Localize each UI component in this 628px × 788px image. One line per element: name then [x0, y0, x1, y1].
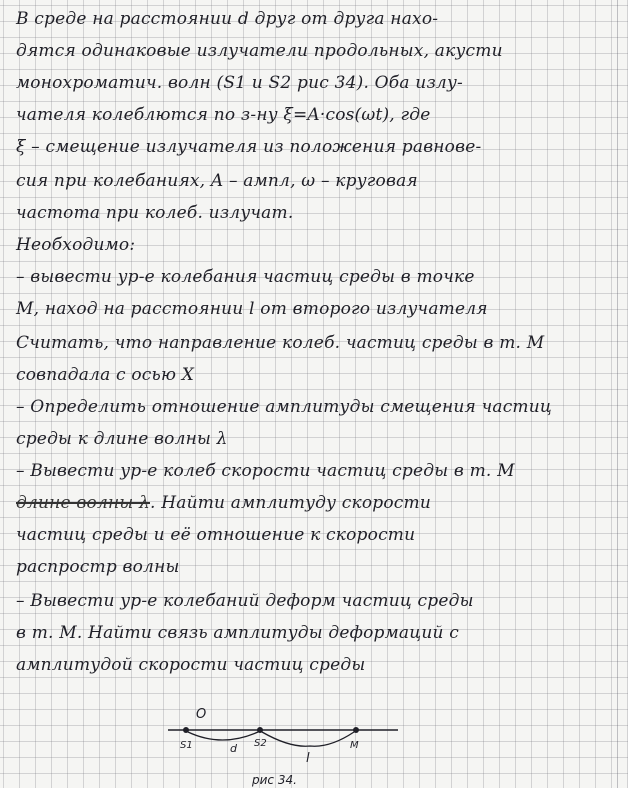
l-brace [262, 732, 354, 746]
text-line-10: М, наход на расстоянии l от второго излучателя [16, 299, 488, 319]
s2-label: S2 [254, 738, 267, 749]
text-line-19: – Вывести ур-е колебаний деформ частиц среды [16, 591, 474, 611]
text-line-2: дятся одинаковые излучатели продольных, акусти [16, 41, 503, 61]
text-line-15: – Вывести ур-е колеб скорости частиц среды в т. М [16, 461, 515, 481]
text-line-1: В среде на расстоянии d друг от друга нахо- [16, 9, 439, 29]
text-line-13: – Определить отношение амплитуды смещения частиц [16, 397, 552, 417]
figure-34 [160, 700, 410, 788]
text-line-16-rest: Найти амплитуду скорости [161, 493, 431, 513]
text-line-11: Считать, что направление колеб. частиц среды в т. М [16, 333, 545, 353]
text-line-12: совпадала с осью X [16, 365, 195, 385]
text-line-7: частота при колеб. излучат. [16, 203, 294, 223]
text-line-6: сия при колебаниях, A – ампл, ω – круговая [16, 171, 418, 191]
text-line-16: длине волны λ. Найти амплитуду скорости [16, 493, 431, 513]
struck-phrase: длине волны λ [16, 493, 150, 513]
text-line-3: монохроматич. волн (S1 и S2 рис 34). Оба излу- [16, 73, 463, 93]
figure-caption: рис 34. [252, 773, 297, 787]
margin-line [617, 0, 618, 788]
text-line-5: ξ – смещение излучателя из положения равнове- [16, 137, 482, 157]
text-line-4: чателя колеблются по з-ну ξ=A·cos(ωt), где [16, 105, 431, 125]
text-line-18: распростр волны [16, 557, 180, 577]
figure-34-drawing [160, 700, 410, 788]
text-line-21: амплитудой скорости частиц среды [16, 655, 366, 675]
s1-label: S1 [180, 740, 193, 751]
m-label: M [350, 740, 359, 751]
text-line-20: в т. М. Найти связь амплитуды деформаций с [16, 623, 459, 643]
text-line-8: Необходимо: [16, 235, 136, 255]
text-line-17: частиц среды и её отношение к скорости [16, 525, 416, 545]
l-label: l [306, 751, 310, 766]
d-label: d [230, 742, 237, 755]
d-brace [188, 732, 258, 740]
origin-label: O [196, 707, 207, 722]
text-line-14: среды к длине волны λ [16, 429, 228, 449]
text-line-9: – вывести ур-е колебания частиц среды в точке [16, 267, 475, 287]
